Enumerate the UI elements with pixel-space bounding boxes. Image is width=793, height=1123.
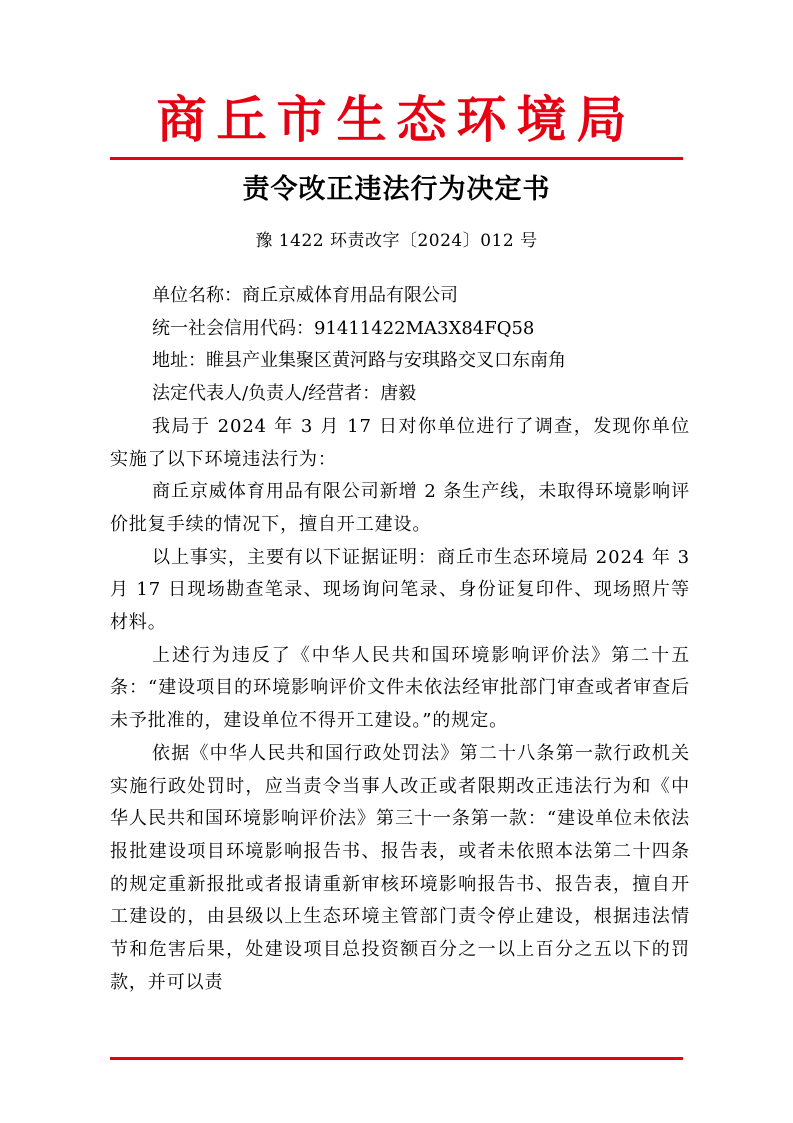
party-address-line: 地址：睢县产业集聚区黄河路与安琪路交叉口东南角 [152, 350, 566, 372]
party-name-line: 单位名称：商丘京威体育用品有限公司 [152, 285, 458, 306]
investigation-paragraph: 我局于 2024 年 3 月 17 日对你单位进行了调查，发现你单位实施了以下环境违法行为： [110, 415, 690, 470]
footer-red-rule [110, 1057, 683, 1060]
party-credit-code-line: 统一社会信用代码：91411422MA3X84FQ58 [152, 317, 535, 339]
agency-letterhead-title: 商丘市生态环境局 [156, 90, 637, 149]
letterhead-red-rule [110, 157, 683, 160]
document-body [110, 280, 690, 999]
legal-violation-paragraph: 上述行为违反了《中华人民共和国环境影响评价法》第二十五条：“建设项目的环境影响评价文件未依法经审批部门审查或者审查后未予批准的，建设单位不得开工建设。”的规定。 [110, 644, 690, 732]
document-number: 豫 1422 环责改字〔2024〕012 号 [255, 231, 538, 251]
document-title: 责令改正违法行为决定书 [242, 174, 551, 205]
legal-basis-paragraph: 依据《中华人民共和国行政处罚法》第二十八条第一款行政机关实施行政处罚时，应当责令当事人改正或者限期改正违法行为和《中华人民共和国环境影响评价法》第三十一条第一款：“建设单位未依法报批建设项目环境影响报告书、报告表，或者未依照本法第二十四条的规定重新报批或者报请重新审核环境影响报告书、报告表，擅自开工建设的，由县级以上生态环境主管部门责令停止建设，根据违法情节和危害后果，处建设项目总投资额百分之一以上百分之五以下的罚款，并可以责 [110, 742, 690, 993]
party-representative-line: 法定代表人/负责人/经营者：唐毅 [152, 383, 417, 405]
violation-fact-paragraph: 商丘京威体育用品有限公司新增 2 条生产线，未取得环境影响评价批复手续的情况下，擅自开工建设。 [110, 481, 690, 535]
evidence-paragraph: 以上事实，主要有以下证据证明：商丘市生态环境局 2024 年 3 月 17 日现场勘查笔录、现场询问笔录、身份证复印件、现场照片等材料。 [110, 546, 690, 634]
